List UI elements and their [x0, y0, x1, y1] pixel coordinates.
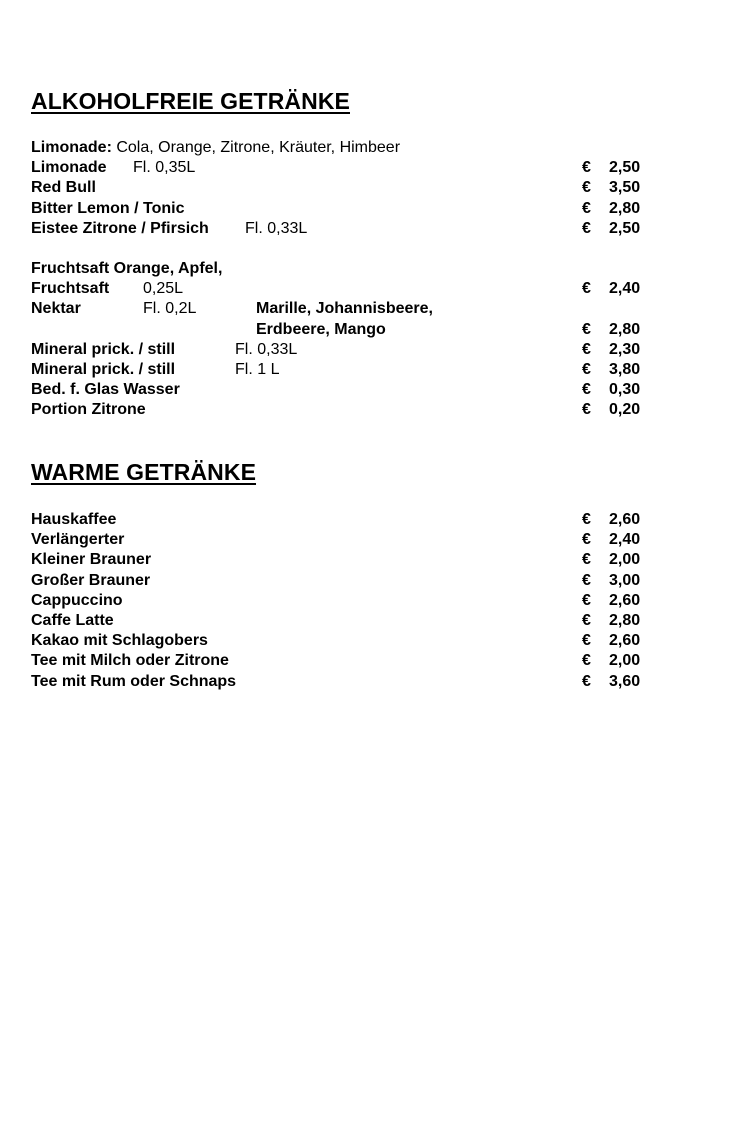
item-price: 2,80 [609, 200, 641, 217]
currency-symbol: € [582, 381, 591, 398]
item-name: Mineral prick. / still [31, 341, 176, 358]
nektar-flavors-line1: Marille, Johannisbeere, [256, 300, 433, 317]
item-price: 2,80 [609, 321, 641, 338]
currency-symbol: € [582, 632, 591, 649]
item-name: Limonade [31, 159, 107, 176]
item-name: Mineral prick. / still [31, 361, 176, 378]
menu-row-warm-drink [31, 611, 651, 631]
item-size: Fl. 0,2L [143, 300, 197, 317]
currency-symbol: € [582, 321, 591, 338]
menu-row-red-bull [31, 178, 651, 198]
item-size: 0,25L [143, 280, 184, 297]
item-name: Red Bull [31, 179, 96, 196]
item-price: 2,60 [609, 592, 641, 609]
item-price: 2,00 [609, 652, 641, 669]
currency-symbol: € [582, 572, 591, 589]
nektar-flavors-line2: Erdbeere, Mango [256, 321, 386, 338]
fruchtsaft-intro-label: Fruchtsaft Orange, Apfel, [31, 260, 223, 277]
menu-row-eistee [31, 219, 651, 239]
item-name: Tee mit Rum oder Schnaps [31, 673, 237, 690]
item-size: Fl. 0,35L [133, 159, 196, 176]
item-size: Fl. 1 L [235, 361, 280, 378]
currency-symbol: € [582, 673, 591, 690]
item-name: Fruchtsaft [31, 280, 110, 297]
item-name: Eistee Zitrone / Pfirsich [31, 220, 209, 237]
item-name: Caffe Latte [31, 612, 114, 629]
item-price: 2,40 [609, 280, 641, 297]
item-name: Hauskaffee [31, 511, 117, 528]
item-price: 2,50 [609, 220, 641, 237]
item-name: Großer Brauner [31, 572, 151, 589]
fruchtsaft-intro-row [31, 259, 651, 279]
item-price: 0,30 [609, 381, 641, 398]
menu-row-fruchtsaft [31, 279, 651, 299]
section-title-warm-drinks: WARME GETRÄNKE [31, 459, 257, 485]
currency-symbol: € [582, 531, 591, 548]
menu-row-warm-drink [31, 530, 651, 550]
currency-symbol: € [582, 159, 591, 176]
menu-row-warm-drink [31, 672, 651, 692]
currency-symbol: € [582, 280, 591, 297]
item-price: 3,00 [609, 572, 641, 589]
currency-symbol: € [582, 551, 591, 568]
item-price: 2,50 [609, 159, 641, 176]
item-price: 2,00 [609, 551, 641, 568]
limonade-intro-label: Limonade: [31, 139, 112, 156]
item-price: 3,50 [609, 179, 641, 196]
item-price: 2,40 [609, 531, 641, 548]
currency-symbol: € [582, 592, 591, 609]
item-name: Nektar [31, 300, 81, 317]
item-name: Kleiner Brauner [31, 551, 152, 568]
menu-row-mineral-small [31, 340, 651, 360]
currency-symbol: € [582, 612, 591, 629]
currency-symbol: € [582, 220, 591, 237]
menu-row-bitter-lemon [31, 199, 651, 219]
menu-row-warm-drink [31, 510, 651, 530]
menu-row-warm-drink [31, 571, 651, 591]
item-price: 2,60 [609, 632, 641, 649]
limonade-flavors: Cola, Orange, Zitrone, Kräuter, Himbeer [116, 139, 401, 156]
item-price: 3,60 [609, 673, 641, 690]
item-name: Portion Zitrone [31, 401, 146, 418]
menu-row-glas-wasser [31, 380, 651, 400]
section-title-non-alcoholic: ALKOHOLFREIE GETRÄNKE [31, 88, 350, 114]
item-name: Bitter Lemon / Tonic [31, 200, 185, 217]
currency-symbol: € [582, 401, 591, 418]
item-size: Fl. 0,33L [245, 220, 308, 237]
item-name: Tee mit Milch oder Zitrone [31, 652, 229, 669]
item-name: Cappuccino [31, 592, 123, 609]
item-name: Bed. f. Glas Wasser [31, 381, 180, 398]
menu-row-warm-drink [31, 631, 651, 651]
limonade-flavors-row [31, 138, 651, 158]
currency-symbol: € [582, 511, 591, 528]
menu-row-warm-drink [31, 591, 651, 611]
menu-row-warm-drink [31, 651, 651, 671]
menu-row-mineral-large [31, 360, 651, 380]
currency-symbol: € [582, 652, 591, 669]
menu-row-nektar-cont [31, 320, 651, 340]
item-price: 3,80 [609, 361, 641, 378]
menu-row-warm-drink [31, 550, 651, 570]
menu-row-limonade [31, 158, 651, 178]
item-price: 2,80 [609, 612, 641, 629]
currency-symbol: € [582, 361, 591, 378]
item-name: Kakao mit Schlagobers [31, 632, 208, 649]
item-name: Verlängerter [31, 531, 125, 548]
menu-row-nektar [31, 299, 651, 319]
item-price: 2,60 [609, 511, 641, 528]
currency-symbol: € [582, 341, 591, 358]
item-size: Fl. 0,33L [235, 341, 298, 358]
currency-symbol: € [582, 179, 591, 196]
menu-row-portion-zitrone [31, 400, 651, 420]
item-price: 2,30 [609, 341, 641, 358]
item-price: 0,20 [609, 401, 641, 418]
currency-symbol: € [582, 200, 591, 217]
